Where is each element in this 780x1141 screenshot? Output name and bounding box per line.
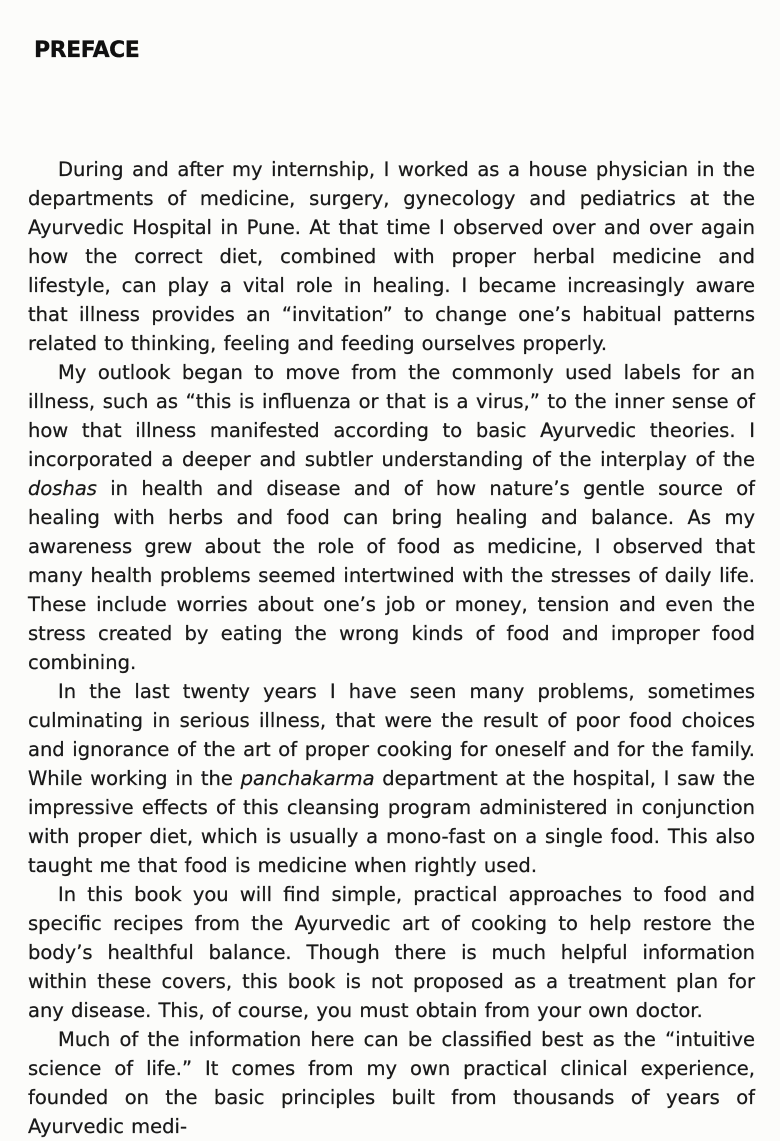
page-title: PREFACE: [34, 38, 140, 63]
text-segment: department at the hospital, I saw the impressive effects of this cleansing program administered in conjunction with proper diet, which is usually a mono-fast on a single food. This also taught me that food is medicine when rightly used.: [28, 767, 755, 877]
preface-text: [28, 155, 755, 1141]
text-segment: During and after my internship, I worked as a house physician in the departments of medicine, surgery, gynecology and pediatrics at the Ayurvedic Hospital in Pune. At that time I observed over and over again how the correct diet, combined with proper herbal medicine and lifestyle, can play a vital role in healing. I became increasingly aware that illness provides an “invitation” to change one’s habitual patterns related to thinking, feeling and feeding ourselves properly.: [28, 158, 755, 355]
paragraph: [28, 1025, 755, 1141]
text-segment: In this book you will find simple, practical approaches to food and specific recipes from the Ayurvedic art of cooking to help restore the body’s healthful balance. Though there is much helpful information within these covers, this book is not proposed as a treatment plan for any disease. This, of course, you must obtain from your own doctor.: [28, 883, 755, 1022]
italic-term: panchakarma: [240, 767, 375, 790]
text-segment: My outlook began to move from the commonly used labels for an illness, such as “this is influenza or that is a virus,” to the inner sense of how that illness manifested according to basic Ayurvedic theories. I incorporated a deeper and subtler understanding of the interplay of the: [28, 361, 755, 471]
italic-term: doshas: [28, 477, 97, 500]
paragraph: [28, 358, 755, 677]
text-segment: Much of the information here can be classified best as the “intuitive science of life.” It comes from my own practical clinical experience, founded on the basic principles built from thousands of years of Ayurvedic medi-: [28, 1028, 755, 1138]
paragraph: [28, 677, 755, 880]
text-segment: In the last twenty years I have seen many problems, sometimes culminating in serious illness, that were the result of poor food choices and ignorance of the art of proper cooking for oneself and for the family. While working in the: [28, 680, 755, 790]
paragraph: [28, 880, 755, 1025]
text-segment: in health and disease and of how nature’s gentle source of healing with herbs and food can bring healing and balance. As my awareness grew about the role of food as medicine, I observed that many health problems seemed intertwined with the stresses of daily life. These include worries about one’s job or money, tension and even the stress created by eating the wrong kinds of food and improper food combining.: [28, 477, 755, 674]
paragraph: [28, 155, 755, 358]
